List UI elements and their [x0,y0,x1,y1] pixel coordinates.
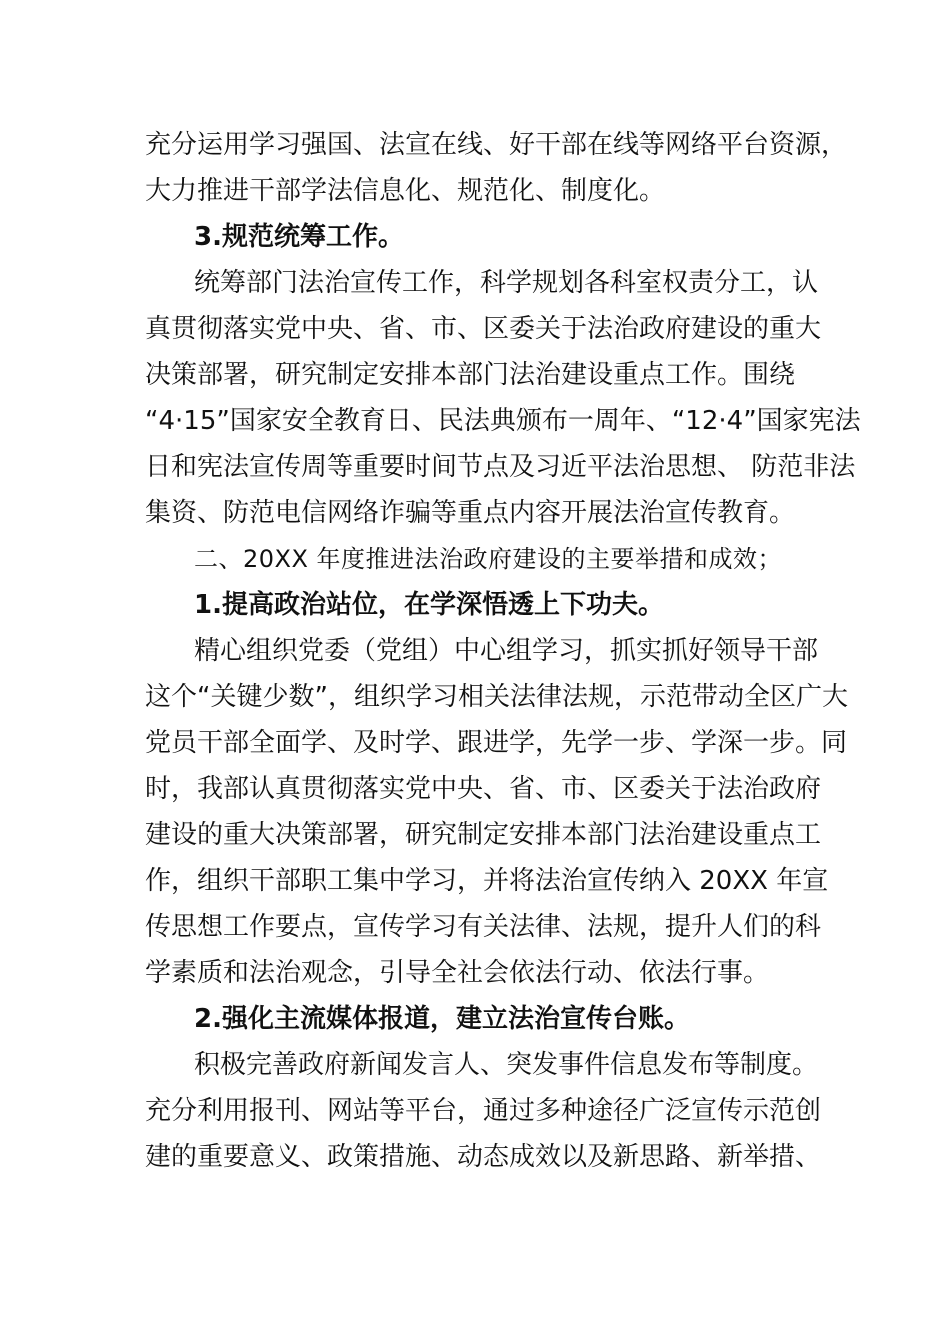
body-line: 积极完善政府新闻发言人、突发事件信息发布等制度。 [194,1050,819,1080]
body-line: 集资、防范电信网络诈骗等重点内容开展法治宣传教育。 [145,498,796,528]
body-line: 统筹部门法治宣传工作，科学规划各科室权责分工，认 [194,268,819,298]
body-line: 时，我部认真贯彻落实党中央、省、市、区委关于法治政府 [145,774,822,804]
subheading-1: 1.提高政治站位，在学深悟透上下功夫。 [194,590,664,620]
body-line: 决策部署，研究制定安排本部门法治建设重点工作。围绕 [145,360,796,390]
body-line: 这个“关键少数”，组织学习相关法律法规，示范带动全区广大 [145,682,848,712]
body-line: 充分利用报刊、网站等平台，通过多种途径广泛宣传示范创 [145,1096,822,1126]
body-line: 日和宪法宣传周等重要时间节点及习近平法治思想、 防范非法 [145,452,856,482]
body-line: 精心组织党委（党组）中心组学习，抓实抓好领导干部 [194,636,819,666]
subheading-3: 3.规范统筹工作。 [194,222,404,252]
subheading-2: 2.强化主流媒体报道，建立法治宣传台账。 [194,1004,690,1034]
body-line: 传思想工作要点，宣传学习有关法律、法规，提升人们的科 [145,912,822,942]
body-line: 学素质和法治观念，引导全社会依法行动、依法行事。 [145,958,770,988]
body-line: 建设的重大决策部署，研究制定安排本部门法治建设重点工 [145,820,822,850]
body-line: 大力推进干部学法信息化、规范化、制度化。 [145,176,666,206]
body-line: 党员干部全面学、及时学、跟进学，先学一步、学深一步。同 [145,728,848,758]
body-line: 充分运用学习强国、法宣在线、好干部在线等网络平台资源， [145,130,848,160]
body-line: 真贯彻落实党中央、省、市、区委关于法治政府建设的重大 [145,314,822,344]
body-line: 建的重要意义、政策措施、动态成效以及新思路、新举措、 [145,1142,822,1172]
body-line: “4·15”国家安全教育日、民法典颁布一周年、“12·4”国家宪法 [145,406,861,436]
section-title-2: 二、20XX 年度推进法治政府建设的主要举措和成效； [194,545,783,573]
body-line: 作，组织干部职工集中学习，并将法治宣传纳入 20XX 年宣 [145,866,829,896]
